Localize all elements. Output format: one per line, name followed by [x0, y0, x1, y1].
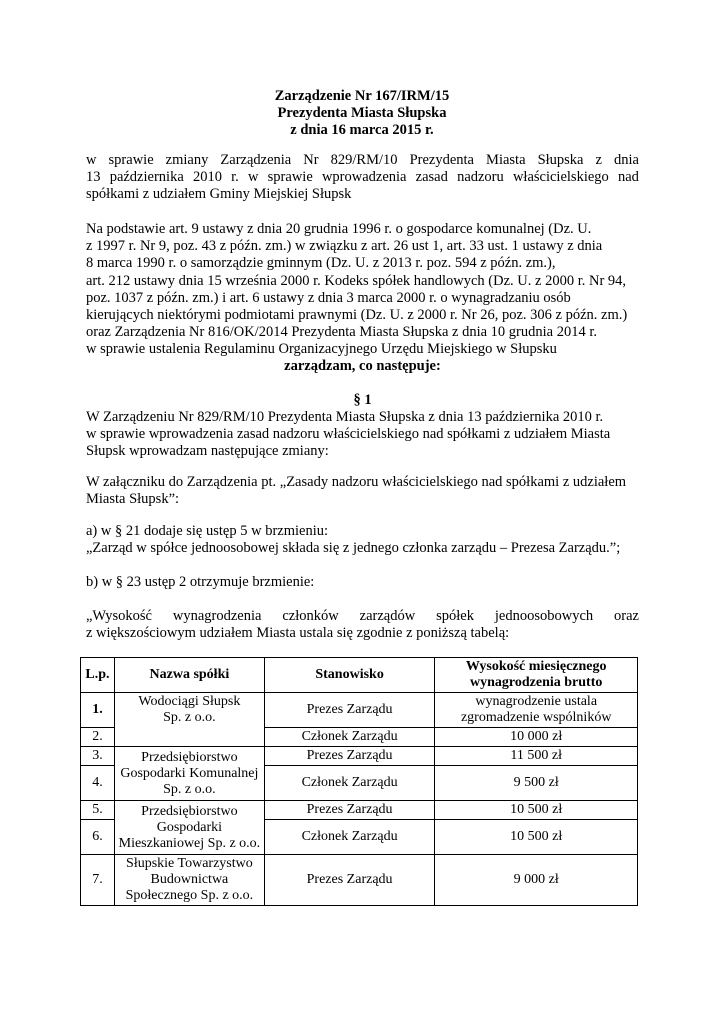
quote-word: członków	[282, 608, 339, 624]
subject-line-2	[86, 169, 639, 186]
cell-salary	[435, 693, 638, 728]
legal-basis-line: poz. 1037 z późn. zm.) i art. 6 ustawy z dnia 3 marca 2000 r. o wynagradzaniu osób	[86, 289, 571, 306]
word: zasad	[415, 169, 448, 186]
quote-line-1	[86, 608, 639, 625]
company-name-line: Gospodarki	[156, 819, 223, 835]
cell-position: Prezes Zarządu	[264, 801, 435, 820]
cell-lp: 7.	[81, 855, 115, 906]
word: października	[109, 169, 184, 186]
change-a-paragraph	[86, 523, 639, 557]
cell-company	[114, 801, 264, 855]
legal-basis-paragraph	[86, 221, 639, 359]
document-date: z dnia 16 marca 2015 r.	[290, 122, 434, 138]
issuer: Prezydenta Miasta Słupska	[277, 105, 447, 121]
salary-line: zgromadzenie wspólników	[460, 710, 612, 725]
word: 2010	[192, 169, 222, 186]
change-a-line-2: „Zarząd w spółce jednoosobowej składa się z jednego członka zarządu – Prezesa Zarządu.”;	[86, 540, 621, 557]
header-salary-line-1: Wysokość miesięcznego	[465, 659, 607, 674]
decree-statement: zarządzam, co następuje:	[284, 358, 441, 374]
cell-position: Członek Zarządu	[264, 728, 435, 747]
header-position: Stanowisko	[264, 658, 435, 693]
quote-word: oraz	[614, 608, 639, 624]
cell-position: Prezes Zarządu	[264, 855, 435, 906]
table-row	[81, 855, 638, 906]
cell-lp: 5.	[81, 801, 115, 820]
document-header	[0, 88, 724, 139]
section-paragraph	[86, 409, 639, 461]
table-row	[81, 747, 638, 766]
company-name-line: Gospodarki Komunalnej	[120, 765, 259, 781]
header-salary-line-2: wynagrodzenia brutto	[470, 675, 603, 690]
legal-basis-line: art. 212 ustawy dnia 15 września 2000 r. Kodeks spółek handlowych (Dz. U. z 2000 r. Nr 94,	[86, 272, 627, 289]
cell-lp: 4.	[81, 766, 115, 801]
cell-salary: 11 500 zł	[435, 747, 638, 766]
cell-lp: 6.	[81, 820, 115, 855]
word: Zarządzenia	[220, 152, 292, 168]
word: nadzoru	[457, 169, 504, 186]
company-name-line: Przedsiębiorstwo	[141, 749, 238, 765]
cell-salary: 10 500 zł	[435, 801, 638, 820]
word: r.	[231, 169, 239, 186]
quote-word: jednoosobowych	[494, 608, 594, 624]
word: z	[595, 152, 602, 168]
company-name-line: Mieszkaniowej Sp. z o.o.	[118, 835, 261, 851]
legal-basis-line: oraz Zarządzenia Nr 816/OK/2014 Prezydenta Miasta Słupska z dnia 10 grudnia 2014 r.	[86, 324, 597, 341]
cell-salary: 9 000 zł	[435, 855, 638, 906]
company-name-line: Budownictwa	[150, 872, 229, 887]
cell-company	[114, 747, 264, 801]
word: 13	[86, 169, 101, 186]
cell-company	[114, 693, 264, 747]
header-company-name: Nazwa spółki	[114, 658, 264, 693]
change-a-line-1: a) w § 21 dodaje się ustęp 5 w brzmieniu:	[86, 523, 329, 539]
quote-word: zarządów	[359, 608, 416, 624]
company-name-line: Wodociągi Słupsk	[138, 694, 241, 709]
word: sprawie	[267, 169, 313, 186]
table-row	[81, 801, 638, 820]
legal-basis-line: 8 marca 1990 r. o samorządzie gminnym (Dz. U. z 2013 r. poz. 594 z późn. zm.),	[86, 255, 556, 272]
cell-salary: 10 500 zł	[435, 820, 638, 855]
subject-paragraph	[86, 152, 639, 204]
quote-word: spółek	[436, 608, 474, 624]
salary-line: wynagrodzenie ustala	[475, 694, 598, 709]
section-mark: § 1	[353, 392, 372, 408]
legal-basis-line: Na podstawie art. 9 ustawy z dnia 20 grudnia 1996 r. o gospodarce komunalnej (Dz. U.	[86, 221, 592, 237]
attachment-line-2: Miasta Słupsk”:	[86, 491, 180, 508]
company-name-line: Słupskie Towarzystwo	[126, 856, 253, 871]
section-line-3: Słupsk wprowadzam następujące zmiany:	[86, 443, 329, 460]
word: w	[247, 169, 259, 186]
legal-basis-line: kierujących niektórymi podmiotami prawnymi (Dz. U. z 2000 r. Nr 26, poz. 306 z późn. zm.)	[86, 307, 628, 324]
company-name-line: Społecznego Sp. z o.o.	[125, 888, 254, 903]
section-line-1: W Zarządzeniu Nr 829/RM/10 Prezydenta Miasta Słupska z dnia 13 października 2010 r.	[86, 409, 604, 425]
company-name-line: Sp. z o.o.	[163, 710, 216, 725]
cell-lp: 2.	[81, 728, 115, 747]
document-title: Zarządzenie Nr 167/IRM/15	[274, 88, 450, 104]
company-name-line: Przedsiębiorstwo	[141, 803, 238, 819]
cell-position: Członek Zarządu	[264, 820, 435, 855]
quote-paragraph	[86, 608, 639, 642]
word: Prezydenta	[409, 152, 474, 168]
attachment-paragraph	[86, 474, 639, 508]
quote-word: wynagrodzenia	[172, 608, 262, 624]
word: właścicielskiego	[512, 169, 609, 186]
word: zmiany	[165, 152, 209, 168]
cell-position: Prezes Zarządu	[264, 747, 435, 766]
cell-company	[114, 855, 264, 906]
word: Słupska	[537, 152, 584, 168]
salary-table	[80, 657, 638, 906]
cell-position: Członek Zarządu	[264, 766, 435, 801]
cell-position: Prezes Zarządu	[264, 693, 435, 728]
cell-lp: 1.	[81, 693, 115, 728]
company-name-line: Sp. z o.o.	[163, 781, 216, 797]
word: dnia	[614, 152, 639, 168]
quote-line-2: z większościowym udziałem Miasta ustala się zgodnie z poniższą tabelą:	[86, 625, 510, 642]
word: Miasta	[486, 152, 526, 168]
word: nad	[617, 169, 639, 186]
cell-salary: 9 500 zł	[435, 766, 638, 801]
word: 829/RM/10	[330, 152, 398, 168]
word: Nr	[303, 152, 319, 168]
header-salary	[435, 658, 638, 693]
change-b-paragraph: b) w § 23 ustęp 2 otrzymuje brzmienie:	[86, 574, 315, 590]
cell-salary: 10 000 zł	[435, 728, 638, 747]
cell-lp: 3.	[81, 747, 115, 766]
legal-basis-line: z 1997 r. Nr 9, poz. 43 z późn. zm.) w związku z art. 26 ust 1, art. 33 ust. 1 ustawy z dnia	[86, 238, 603, 255]
subject-line-3: spółkami z udziałem Gminy Miejskiej Słupsk	[86, 186, 352, 203]
quote-word: „Wysokość	[86, 608, 152, 624]
table-header-row	[81, 658, 638, 693]
legal-basis-line: w sprawie ustalenia Regulaminu Organizacyjnego Urzędu Miejskiego w Słupsku	[86, 341, 557, 358]
section-line-2: w sprawie wprowadzenia zasad nadzoru właścicielskiego nad spółkami z udziałem Miasta	[86, 426, 611, 443]
attachment-line-1: W załączniku do Zarządzenia pt. „Zasady nadzoru właścicielskiego nad spółkami z udziałem	[86, 474, 627, 490]
header-lp: L.p.	[81, 658, 115, 693]
table-row	[81, 693, 638, 728]
subject-line-1	[86, 152, 639, 169]
word: w	[86, 152, 97, 168]
word: sprawie	[108, 152, 154, 168]
word: wprowadzenia	[321, 169, 407, 186]
